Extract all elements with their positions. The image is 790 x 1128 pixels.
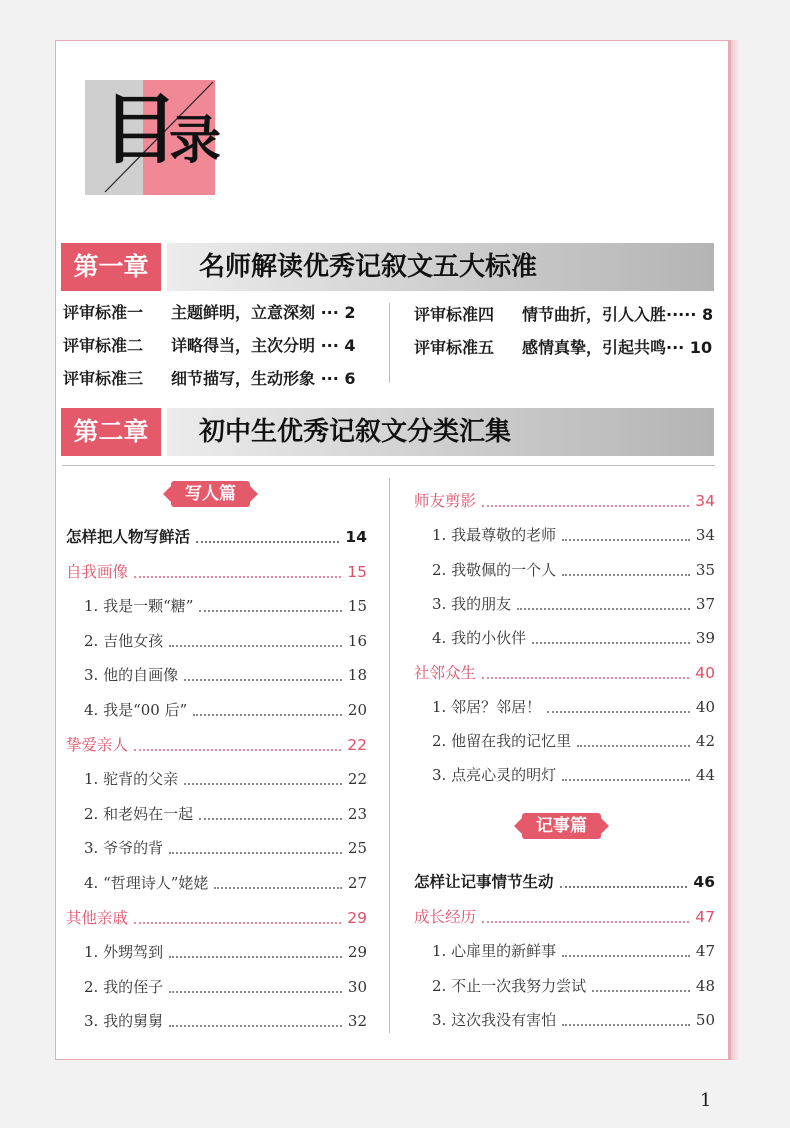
standard-text: 详略得当，主次分明 ··· 4 [171,336,356,355]
dot-leader [196,541,339,543]
title-char-mu: 目 [102,85,178,174]
toc-entry[interactable] [84,595,367,617]
entry-page: 18 [347,666,367,685]
entry-title: 挚爱亲人 [66,735,129,754]
entry-title: 4. 我是“00 后” [84,701,188,719]
toc-entry[interactable] [432,627,715,649]
entry-page: 25 [347,839,367,858]
entry-page: 40 [695,697,715,716]
toc-entry[interactable] [432,730,715,752]
entry-page: 29 [347,943,367,962]
toc-entry[interactable] [432,940,715,962]
dot-leader [169,1025,342,1027]
entry-title: 3. 我的舅舅 [84,1012,164,1031]
toc-entry[interactable] [84,1010,367,1032]
section-label-people: 写人篇 [171,481,250,507]
toc-entry[interactable] [84,976,367,998]
dot-leader [169,991,342,993]
entry-page: 30 [347,977,367,996]
chapter-one-bar [167,243,714,291]
standard-text: 感情真挚，引起共鸣··· 10 [522,338,713,357]
toc-entry[interactable] [84,630,367,652]
entry-page: 14 [345,528,367,546]
entry-page: 29 [347,908,367,927]
chapter-two-title: 初中生优秀记叙文分类汇集 [199,417,512,447]
toc-category[interactable] [414,662,715,684]
entry-title: 3. 爷爷的背 [84,839,164,858]
toc-entry[interactable] [432,975,715,997]
entry-page: 20 [347,701,367,719]
standard-key: 评审标准二 [63,336,144,355]
standard-text: 主题鲜明，立意深刻 ··· 2 [171,303,356,322]
standard-row[interactable] [63,369,356,389]
toc-category[interactable] [66,561,367,583]
entry-page: 48 [695,976,715,995]
toc-guide-entry[interactable] [66,526,367,548]
dot-leader [592,990,690,992]
dot-leader [482,921,689,923]
standard-key: 评审标准五 [414,338,495,357]
dot-leader [562,955,690,957]
entry-title: 3. 这次我没有害怕 [432,1011,557,1029]
entry-page: 44 [695,766,715,785]
entry-page: 32 [347,1012,367,1031]
title-char-lu: 录 [169,111,222,171]
entry-title: 1. 我是一颗“糖” [84,597,194,616]
chapter-two-bar [167,408,714,456]
entry-page: 40 [695,663,715,682]
toc-entry[interactable] [432,559,715,581]
dot-leader [577,745,690,747]
entry-title: 3. 他的自画像 [84,666,179,685]
entry-page: 22 [347,735,367,754]
dot-leader [134,922,341,924]
entry-page: 27 [347,874,367,892]
entry-page: 39 [695,629,715,648]
toc-entry[interactable] [84,699,367,721]
dot-leader [562,1024,690,1026]
toc-entry[interactable] [432,696,715,718]
toc-entry[interactable] [432,524,715,546]
standard-row[interactable] [63,303,356,323]
standards-divider [389,303,390,383]
entry-title: 社邻众生 [414,663,477,682]
page-edge-shadow [731,40,741,1060]
entry-title: 1. 外甥驾到 [84,943,164,962]
chapter-one-header[interactable] [61,243,714,291]
entry-title: 成长经历 [414,907,477,926]
toc-category[interactable] [66,907,367,929]
entry-page: 47 [695,907,715,926]
entry-title: 2. 和老妈在一起 [84,804,194,823]
entry-title: 1. 我最尊敬的老师 [432,526,557,545]
entry-title: 2. 我敬佩的一个人 [432,560,557,579]
dot-leader [482,677,689,679]
dot-leader [517,608,690,610]
toc-entry[interactable] [84,872,367,894]
entry-page: 22 [347,770,367,789]
dot-leader [562,539,690,541]
toc-entry[interactable] [84,837,367,859]
toc-entry[interactable] [432,593,715,615]
entry-title: 1. 心扉里的新鲜事 [432,942,557,960]
toc-category[interactable] [66,734,367,756]
entry-title: 1. 驼背的父亲 [84,770,179,789]
dot-leader [562,574,690,576]
page-number: 1 [700,1090,712,1111]
entry-page: 47 [695,942,715,960]
standard-text: 细节描写，生动形象 ··· 6 [171,369,356,388]
entry-title: 4. 我的小伙伴 [432,629,527,648]
dot-leader [169,645,342,647]
entry-title: 1. 邻居？邻居！ [432,697,542,716]
toc-entry[interactable] [84,664,367,686]
standard-key: 评审标准三 [63,369,144,388]
dot-leader [184,783,342,785]
dot-leader [193,714,342,716]
chapter-two-tag: 第二章 [61,408,161,456]
toc-entry[interactable] [84,768,367,790]
entry-page: 16 [347,631,367,650]
entry-title: 2. 我的侄子 [84,977,164,996]
entry-title: 怎样让记事情节生动 [414,873,554,891]
toc-entry[interactable] [432,1009,715,1031]
dot-leader [199,610,341,612]
entry-page: 34 [695,492,715,510]
entry-page: 35 [695,560,715,579]
entry-page: 50 [695,1011,715,1029]
dot-leader [184,679,342,681]
column-divider [389,478,390,1033]
entry-title: 2. 他留在我的记忆里 [432,732,572,751]
entry-title: 3. 点亮心灵的明灯 [432,766,557,785]
toc-category[interactable] [414,906,715,928]
dot-leader [562,779,690,781]
standard-key: 评审标准一 [63,303,144,322]
dot-leader [199,818,342,820]
entry-page: 42 [695,732,715,751]
entry-page: 46 [693,873,715,891]
standard-text: 情节曲折，引人入胜····· 8 [522,305,714,324]
entry-title: 2. 不止一次我努力尝试 [432,976,587,995]
entry-title: 3. 我的朋友 [432,594,512,613]
dot-leader [482,505,689,507]
entry-page: 15 [347,597,367,616]
standard-key: 评审标准四 [414,305,495,324]
entry-title: 2. 吉他女孩 [84,631,164,650]
dot-leader [169,956,342,958]
toc-entry[interactable] [84,941,367,963]
toc-title-block [85,80,222,195]
section-label-events: 记事篇 [522,813,601,839]
entry-page: 23 [347,804,367,823]
entry-title: 师友剪影 [414,492,477,510]
entry-page: 34 [695,526,715,545]
dot-leader [532,642,690,644]
toc-entry[interactable] [432,764,715,786]
toc-guide-entry[interactable] [414,871,715,893]
dot-leader [169,852,342,854]
toc-entry[interactable] [84,803,367,825]
dot-leader [134,576,341,578]
dot-leader [547,711,690,713]
chapter-one-tag: 第一章 [61,243,161,291]
standard-row[interactable] [414,305,713,325]
entry-title: 4. “哲理诗人”姥姥 [84,874,209,892]
entry-title: 其他亲戚 [66,908,129,927]
entry-page: 37 [695,594,715,613]
dot-leader [214,887,341,889]
entry-title: 怎样把人物写鲜活 [66,528,191,546]
dot-leader [134,749,341,751]
chapter-two-rule [62,465,715,466]
chapter-two-header[interactable] [61,408,714,456]
dot-leader [560,886,688,888]
chapter-one-title: 名师解读优秀记叙文五大标准 [199,252,538,282]
standard-row[interactable] [414,338,712,358]
toc-category[interactable] [414,490,715,512]
standard-row[interactable] [63,336,356,356]
entry-title: 自我画像 [66,562,129,581]
entry-page: 15 [347,562,367,581]
